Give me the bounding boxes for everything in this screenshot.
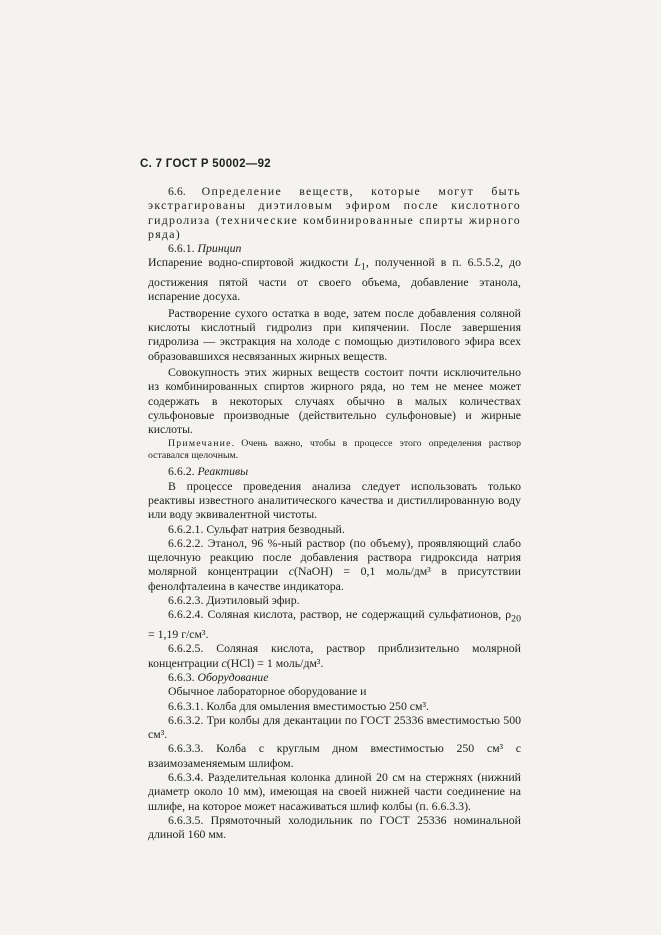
note <box>148 438 521 462</box>
section-title: Определение веществ, которые могут быть экстрагированы диэтиловым эфиром после кислотного гидролиза (технические комбинированные спирты жирного ряда) <box>148 184 521 241</box>
item-6-6-2-5: 6.6.2.5. Соляная кислота, раствор приблизительно молярной концентрации c(HCl) = 1 моль/дм³. <box>148 641 521 670</box>
section-6-6-3-heading <box>148 670 521 684</box>
principle-paragraph-1: Испарение водно-спиртовой жидкости $L_1$, полученной в п. 6.5.5.2, до достижения пятой части от своего объема, добавление этанола, испарение досуха. <box>148 255 521 304</box>
equipment-intro: Обычное лабораторное оборудование и <box>168 684 367 699</box>
section-number: 6.6.3. <box>168 669 195 684</box>
variable-l: L <box>354 255 361 270</box>
section-title: Принцип <box>197 241 242 256</box>
page-content <box>148 184 521 841</box>
running-title: С. 7 ГОСТ Р 50002—92 <box>140 158 271 170</box>
principle-paragraph-2: Растворение сухого остатка в воде, затем после добавления соляной кислоты кислотный гидролиз при кипячении. После завершения гидролиза — экстракция на холоде с помощью диэтилового эфира всех образовавшихся несвязанных жирных веществ. <box>148 305 521 363</box>
section-6-6-heading <box>148 184 521 241</box>
section-number: 6.6.2. <box>168 464 195 479</box>
section-number: 6.6.1. <box>168 241 195 256</box>
item-6-6-2-3: 6.6.2.3. Диэтиловый эфир. <box>168 593 300 608</box>
item-6-6-3-1: 6.6.3.1. Колба для омыления вместимостью 250 см³. <box>168 698 429 713</box>
section-6-6-1-heading <box>148 241 521 255</box>
section-title: Реактивы <box>197 464 249 479</box>
principle-paragraph-3: Совокупность этих жирных веществ состоит почти исключительно из комбинированных спиртов жирного ряда, но тем не менее может содержать в некоторых случаях обычно в малых количествах сульфоновые производные (действительно сульфоновые) и жирные кислоты. <box>148 364 521 437</box>
note-text: . Очень важно, чтобы в процессе этого определения раствор оставался щелочным. <box>148 438 521 462</box>
item-6-6-2-2: 6.6.2.2. Этанол, 96 %-ный раствор (по объему), проявляющий слабо щелочную реакцию после добавления раствора гидроксида натрия молярной концентрации c(NaOH) = 0,1 моль/дм³ в присутствии фенолфталеина в качестве индикатора. <box>148 535 521 593</box>
item-6-6-3-4: 6.6.3.4. Разделительная колонка длиной 20 см на стержнях (нижний диаметр около 10 мм), имеющая на своей нижней части соединение на шлифе, на которое может насаживаться шлиф колбы (п. 6.6.3.3). <box>148 770 521 813</box>
section-6-6-2-heading <box>148 464 521 478</box>
section-number: 6.6. <box>168 184 186 198</box>
section-title: Оборудование <box>197 669 269 684</box>
item-6-6-2-1: 6.6.2.1. Сульфат натрия безводный. <box>168 521 345 536</box>
reagents-intro: В процессе проведения анализа следует использовать только реактивы известного аналитического качества и дистиллированную воду или воду эквивалентной чистоты. <box>148 478 521 522</box>
item-6-6-3-2: 6.6.3.2. Три колбы для декантации по ГОСТ 25336 вместимостью 500 см³. <box>148 712 521 742</box>
item-6-6-3-5: 6.6.3.5. Прямоточный холодильник по ГОСТ 25336 номинальной длиной 160 мм. <box>148 812 521 842</box>
note-label: Примечание <box>168 438 232 450</box>
item-6-6-3-3: 6.6.3.3. Колба с круглым дном вместимостью 250 см³ с взаимозаменяемым шлифом. <box>148 741 521 770</box>
item-6-6-2-4: 6.6.2.4. Соляная кислота, раствор, не содержащий сульфатионов, $\rho_{20} = 1,19$ г/см³. <box>148 607 521 642</box>
